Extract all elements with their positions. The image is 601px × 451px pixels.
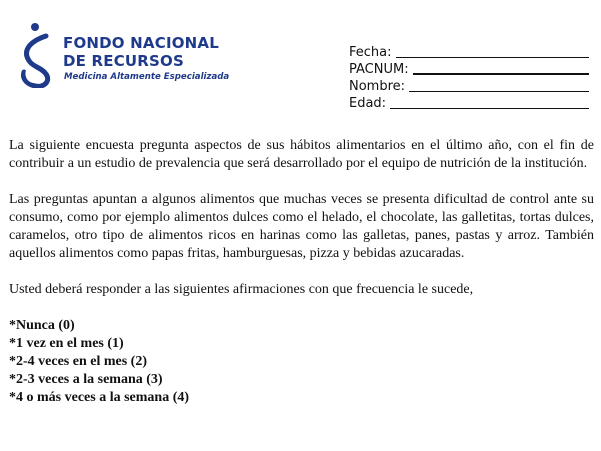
scale-option-nunca: *Nunca (0) [9,318,75,333]
nombre-field [349,77,589,94]
logo-title-line1: FONDO NACIONAL [63,34,220,52]
survey-body [9,137,594,407]
pacnum-blank-line [413,61,589,75]
foods-paragraph: Las preguntas apuntan a algunos alimentos que muchas veces se presenta dificultad de control ante su consumo, como por ejemplo alimentos dulces como el helado, el chocolate, las galletitas, tortas dulces, caramelos, otro tipo de alimentos ricos en harinas como las galletas, panes, pastas y arroz. También aquellos alimentos como papas fritas, hamburguesas, pizza y bebidas azucaradas. [9,192,594,261]
edad-label: Edad: [349,96,387,111]
scale-option-1-mes: *1 vez en el mes (1) [9,336,124,351]
fnr-logo-icon [18,22,58,88]
patient-fields [349,43,589,111]
nombre-blank-line [409,79,589,92]
fecha-label: Fecha: [349,45,392,60]
intro-paragraph: La siguiente encuesta pregunta aspectos de sus hábitos alimentarios en el último año, con el fin de contribuir a un estudio de prevalencia que será desarrollado por el equipo de nutrición de la institución. [9,138,594,171]
scale-option-4-semana: *4 o más veces a la semana (4) [9,390,190,405]
edad-field [349,94,589,111]
fnr-logo [18,22,228,92]
pacnum-label: PACNUM: [349,62,409,77]
scale-option-2-3-semana: *2-3 veces a la semana (3) [9,372,163,387]
fecha-field [349,43,589,60]
nombre-label: Nombre: [349,79,406,94]
scale-option-2-4-mes: *2-4 veces en el mes (2) [9,354,148,369]
instructions-paragraph: Usted deberá responder a las siguientes afirmaciones con que frecuencia le sucede, [9,282,474,297]
pacnum-field [349,60,589,77]
logo-subtitle: Medicina Altamente Especializada [64,72,230,82]
edad-blank-line [390,96,589,109]
fecha-blank-line [396,45,590,58]
logo-title-line2: DE RECURSOS [63,52,185,70]
